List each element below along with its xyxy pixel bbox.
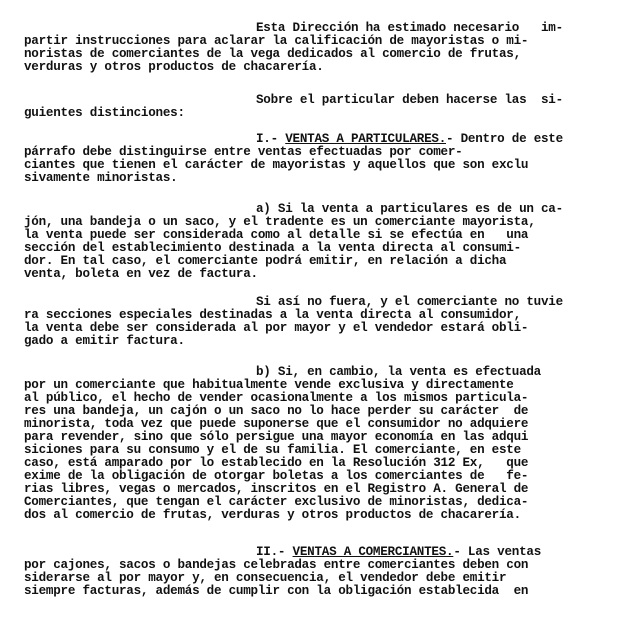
text-line: venta, boleta en vez de factura. — [24, 267, 258, 281]
text-line: Sobre el particular deben hacerse las si- — [256, 93, 563, 107]
section-heading-particulares: I.- VENTAS A PARTICULARES.- Dentro de este — [256, 132, 563, 146]
text-line: exime de la obligación de otorgar boletas a los comerciantes de fe- — [24, 469, 529, 483]
text-line: párrafo debe distinguirse entre ventas efectuadas por comer- — [24, 145, 463, 159]
section-heading-comerciantes: II.- VENTAS A COMERCIANTES.- Las ventas — [256, 545, 542, 559]
text-line: dor. En tal caso, el comerciante podrá emitir, en relación a dicha — [24, 254, 507, 268]
text-line: b) Si, en cambio, la venta es efectuada — [256, 365, 541, 379]
text-line: por un comerciante que habitualmente vende exclusiva y directamente — [24, 378, 514, 392]
text-line: siciones para su consumo y el de su familia. El comerciante, en este — [24, 443, 521, 457]
text-line: noristas de comerciantes de la vega dedicados al comercio de frutas, — [24, 47, 521, 61]
text-line: por cajones, sacos o bandejas celebradas entre comerciantes deben con — [24, 558, 529, 572]
text-line: para revender, sino que sólo persigue una mayor economía en las adqui — [24, 430, 529, 444]
text-line: la venta puede ser considerada como al detalle si se efectúa en una — [24, 228, 529, 242]
text-line: siderarse al por mayor y, en consecuencia, el vendedor debe emitir — [24, 571, 507, 585]
text-line: verduras y otros productos de chacarería. — [24, 60, 324, 74]
underlined-title: VENTAS A COMERCIANTES. — [292, 545, 454, 559]
text-line: res una bandeja, un cajón o un saco no lo hace perder su carácter de — [24, 404, 529, 418]
text-line: siempre facturas, además de cumplir con la obligación establecida en — [24, 584, 529, 598]
text-line: Comerciantes, que tengan el carácter exclusivo de minoristas, dedica- — [24, 495, 529, 509]
text-line: minorista, toda vez que puede suponerse que el consumidor no adquiere — [24, 417, 529, 431]
underlined-title: VENTAS A PARTICULARES. — [285, 132, 446, 146]
text-line: ra secciones especiales destinadas a la venta directa al consumidor, — [24, 308, 521, 322]
text-line: Si así no fuera, y el comerciante no tuvie — [256, 295, 563, 309]
text-line: sección del establecimiento destinada a la venta directa al consumi- — [24, 241, 521, 255]
text-line: la venta debe ser considerada al por mayor y el vendedor estará obli- — [24, 321, 529, 335]
text-line: rias libres, vegas o mercados, inscritos en el Registro A. General de — [24, 482, 529, 496]
text-line: sivamente minoristas. — [24, 171, 178, 185]
text-line: a) Si la venta a particulares es de un ca- — [256, 202, 563, 216]
text-line: Esta Dirección ha estimado necesario im- — [256, 21, 563, 35]
text-line: al público, el hecho de vender ocasionalmente a los mismos particula- — [24, 391, 529, 405]
text-line: ciantes que tienen el carácter de mayoristas y aquellos que son exclu — [24, 158, 529, 172]
text-line: gado a emitir factura. — [24, 334, 185, 348]
text-line: partir instrucciones para aclarar la calificación de mayoristas o mi- — [24, 34, 529, 48]
text-line: caso, está amparado por lo establecido en la Resolución 312 Ex, que — [24, 456, 529, 470]
text-line: jón, una bandeja o un saco, y el tradente es un comerciante mayorista, — [24, 215, 536, 229]
text-line: guientes distinciones: — [24, 106, 185, 120]
text-line: dos al comercio de frutas, verduras y otros productos de chacarería. — [24, 508, 521, 522]
